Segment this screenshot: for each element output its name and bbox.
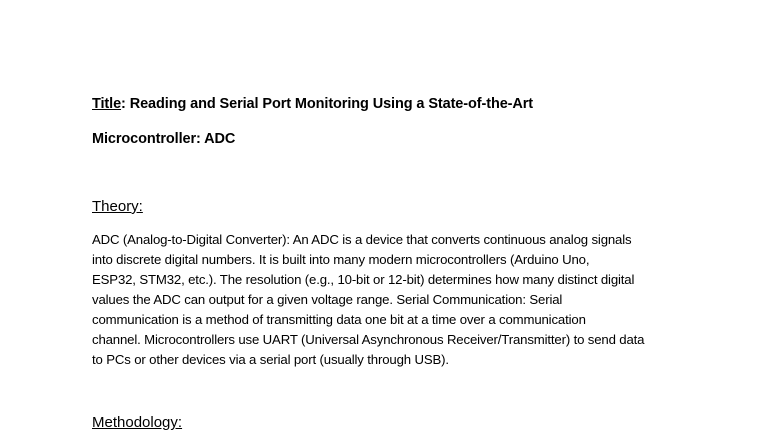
theory-line: channel. Microcontrollers use UART (Universal Asynchronous Receiver/Transmitter) to send data — [92, 332, 645, 347]
theory-line: ADC (Analog-to-Digital Converter): An ADC is a device that converts continuous analog signals — [92, 232, 632, 247]
title-line-2: Microcontroller: ADC — [92, 131, 236, 147]
theory-line: communication is a method of transmitting data one bit at a time over a communication — [92, 312, 586, 327]
theory-line: to PCs or other devices via a serial port (usually through USB). — [92, 352, 449, 367]
theory-line: ESP32, STM32, etc.). The resolution (e.g., 10-bit or 12-bit) determines how many distinct digital — [92, 272, 635, 287]
title-line-1 — [92, 96, 533, 112]
theory-line: into discrete digital numbers. It is built into many modern microcontrollers (Arduino Uno, — [92, 252, 590, 267]
theory-paragraph — [92, 230, 702, 370]
title-text: : Reading and Serial Port Monitoring Using a State-of-the-Art — [121, 96, 534, 112]
title-label: Title — [92, 96, 122, 112]
theory-heading: Theory: — [92, 198, 143, 215]
methodology-heading: Methodology: — [92, 414, 183, 431]
theory-line: values the ADC can output for a given voltage range. Serial Communication: Serial — [92, 292, 563, 307]
